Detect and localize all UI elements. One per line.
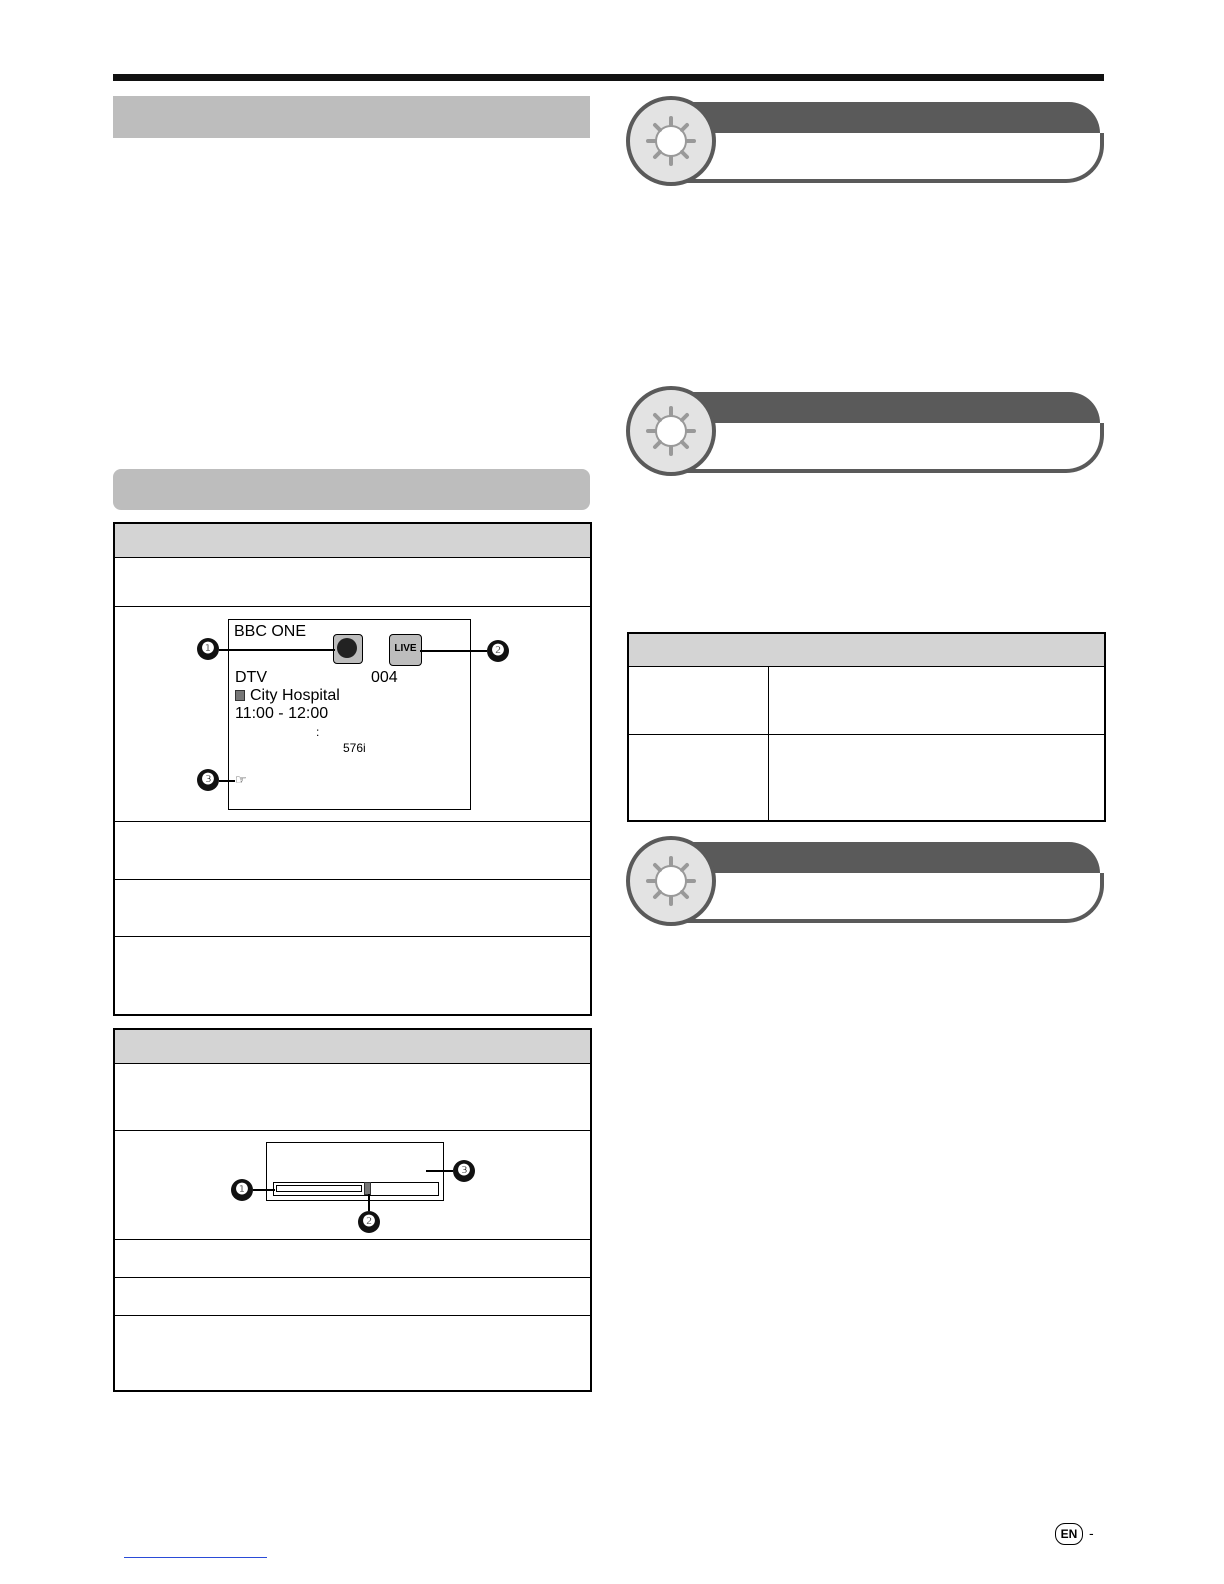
record-indicator-icon	[333, 634, 363, 664]
table-header-row	[115, 1030, 590, 1064]
left-subsection-heading-bar	[113, 469, 590, 510]
hand-pointer-icon: ☞	[235, 772, 247, 787]
callout-2: ❷	[487, 640, 509, 662]
section-header-3	[626, 836, 1100, 926]
table-divider	[115, 1130, 590, 1131]
channel-number: 004	[371, 669, 398, 686]
section-header-1	[626, 96, 1100, 186]
section-header-bar	[670, 842, 1100, 873]
section-header-bar	[670, 102, 1100, 133]
table-divider	[115, 606, 590, 607]
callout-3: ❸	[197, 769, 219, 791]
elapsed-bar	[276, 1185, 362, 1192]
table-column-divider	[768, 666, 769, 820]
separator-colon: :	[316, 725, 320, 739]
live-badge: LIVE	[389, 634, 422, 666]
info-osd-screen	[228, 619, 471, 810]
progress-callout-2-leader	[368, 1194, 370, 1211]
progress-callout-3: ❸	[453, 1160, 475, 1182]
gear-icon	[626, 386, 716, 476]
table-header-row	[629, 634, 1104, 667]
channel-name: BBC ONE	[234, 623, 307, 640]
resolution-label: 576i	[343, 741, 366, 755]
section-header-bar	[670, 392, 1100, 423]
language-badge: EN	[1055, 1523, 1083, 1545]
left-section-heading-bar	[113, 96, 590, 138]
programme-time: 11:00 - 12:00	[235, 705, 329, 722]
section-header-strip	[670, 873, 1104, 923]
progress-callout-1: ❶	[231, 1179, 253, 1201]
table-header-row	[115, 524, 590, 558]
gear-icon	[626, 836, 716, 926]
section-header-2	[626, 386, 1100, 476]
callout-2-leader	[420, 650, 487, 652]
table-divider	[115, 879, 590, 880]
section-header-strip	[670, 423, 1104, 473]
right-options-table	[627, 632, 1106, 822]
callout-1-leader	[219, 649, 335, 651]
section-header-strip	[670, 133, 1104, 183]
table-divider	[115, 1277, 590, 1278]
input-label: DTV	[235, 669, 267, 686]
programme-title: City Hospital	[250, 687, 340, 704]
progress-track	[273, 1182, 439, 1196]
progress-callout-3-leader	[426, 1170, 453, 1172]
table-divider	[629, 734, 1104, 735]
gear-icon	[626, 96, 716, 186]
table-divider	[115, 936, 590, 937]
footer-link-underline[interactable]	[124, 1557, 267, 1558]
progress-callout-2: ❷	[358, 1211, 380, 1233]
callout-1: ❶	[197, 638, 219, 660]
info-display-table	[113, 522, 592, 1016]
programme-genre-icon	[235, 690, 245, 701]
callout-3-leader	[219, 780, 235, 782]
page-number-dash: -	[1089, 1525, 1094, 1541]
table-divider	[115, 821, 590, 822]
progress-osd-screen	[266, 1142, 444, 1201]
top-rule	[113, 74, 1104, 81]
progress-callout-1-leader	[253, 1189, 275, 1191]
table-divider	[115, 1239, 590, 1240]
progress-display-table	[113, 1028, 592, 1392]
table-divider	[115, 1315, 590, 1316]
